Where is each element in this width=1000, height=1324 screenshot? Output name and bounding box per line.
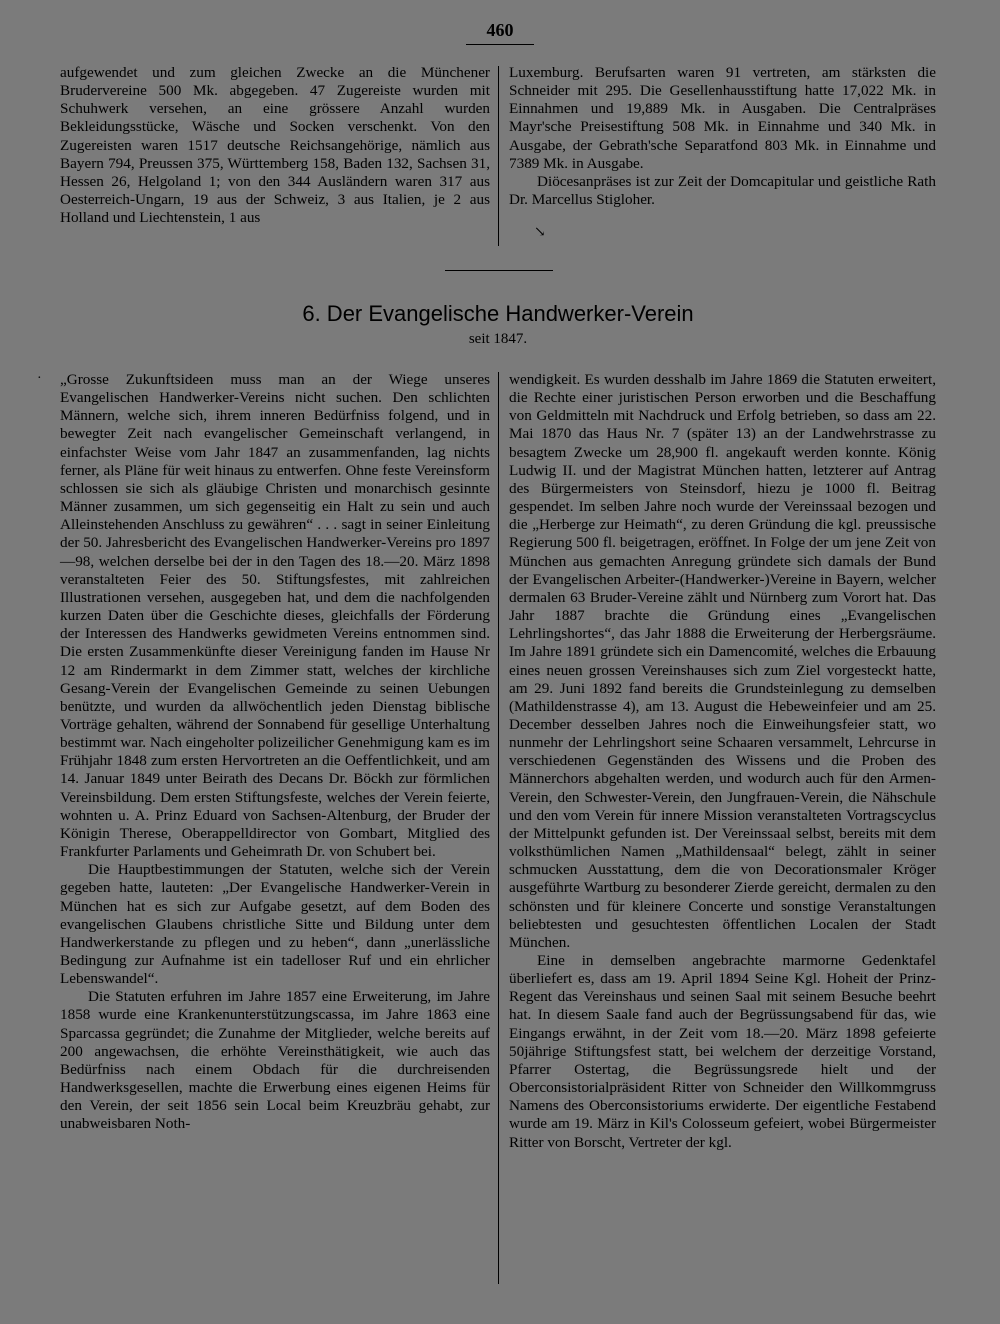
top-right-paragraph-2: Diöcesanpräses ist zur Zeit der Domcapitular und geistliche Rath Dr. Marcellus Stigloher. bbox=[509, 172, 936, 209]
section-separator bbox=[445, 270, 553, 271]
left-paragraph-2: Die Hauptbestimmungen der Statuten, welche sich der Verein gegeben hatte, lauteten: „Der Evangelische Handwerker-Verein in München hat es sich zur Aufgabe gesetzt, auf dem Boden des evangelischen Glaubens christliche Sitte und Bildung unter dem Handwerkerstande zu pflegen und zu heben“, dann „unerlässliche Bedingung zur Aufnahme ist ein tadelloser Ruf und ein ehrlicher Lebenswandel“. bbox=[60, 861, 490, 988]
left-paragraph-1: „Grosse Zukunftsideen muss man an der Wiege unseres Evangelischen Handwerker-Vereins nicht suchen. Den schlichten Männern, welche sich, ihrem inneren Bedürfniss folgend, und in bewegter Zeit nach evangelischer Gemeinschaft verlangend, in einfachster Weise vom Jahr 1847 an zusammenfanden, lag nichts ferner, als Pläne für weit hinaus zu entwerfen. Ohne feste Vereinsform schlossen sie sich als gläubige Christen und monarchisch gesinnte Männer zusammen, um sich gegenseitig ein Halt zu sein und auch Alleinstehenden Anschluss zu gewähren“ . . . sagt in seiner Einleitung der 50. Jahresbericht des Evangelischen Handwerker-Vereins pro 1897—98, welchen derselbe bei der in den Tagen des 18.—20. März 1898 veranstalteten Feier des 50. Stiftungsfestes, mit zahlreichen Illustrationen versehen, ausgegeben hat, und dem die nachfolgenden kurzen Daten über die Geschichte dieses, gleichfalls der Förderung der Interessen des Handwerks gewidmeten Vereins entnommen sind. Die ersten Zusammenkünfte dieser Vereinigung fanden im Hause Nr 12 am Rindermarkt in dem Zimmer statt, welches der kirchliche Gesang-Verein der Evangelischen Gemeinde zu seinen Uebungen benützte, und wurden da allwöchentlich jeden Dienstag biblische Vorträge gehalten, während der Sonnabend für gesellige Unterhaltung bestimmt war. Nach eingeholter polizeilicher Genehmigung kam es im Frühjahr 1848 zum ersten Hervortreten an die Oeffentlichkeit, und am 14. Januar 1849 unter Beirath des Decans Dr. Böckh zur förmlichen Vereinsbildung. Dem ersten Stiftungsfeste, welches der Verein feierte, wohnten u. A. Prinz Eduard von Sachsen-Altenburg, der Bruder der Königin Therese, Oberappelldirector von Gombart, Mitglied des Frankfurter Parlaments und Geheimrath Dr. von Schubert bei. bbox=[60, 371, 490, 861]
section-title: 6. Der Evangelische Handwerker-Verein bbox=[302, 301, 694, 326]
stray-mark: ↘ bbox=[534, 225, 546, 240]
right-paragraph-1: wendigkeit. Es wurden desshalb im Jahre 1869 die Statuten erweitert, die Rechte einer juristischen Person erworben und die Beschaffung von Geldmitteln mit Nachdruck und Erfolg betrieben, so dass am 22. Mai 1870 das Haus Nr. 7 (später 13) an der Landwehrstrasse zu besagtem Zwecke um 28,900 fl. angekauft werden konnte. König Ludwig II. und der Magistrat München hatten, letzterer auf Antrag des Bürgermeisters von Steinsdorf, hiezu je 1000 fl. Beitrag gespendet. Im selben Jahre noch wurde der Vereinssaal bezogen und die „Herberge zur Heimath“, zu deren Gründung die kgl. preussische Regierung 500 fl. beigetragen, eröffnet. In Folge der um jene Zeit von München aus gemachten Anregung gründete sich damals der Bund der Evangelischen Arbeiter-(Handwerker-)Vereine in Bayern, welcher dermalen 63 Bruder-Vereine zählt und Nürnberg zum Vorort hat. Das Jahr 1887 brachte die Gründung eines „Evangelischen Lehrlingshortes“, das Jahr 1888 die Erweiterung der Herbergsräume. Im Jahre 1891 gründete sich ein Damencomité, welches die Erbauung eines neuen grossen Vereinshauses sich zum Ziel vorgesteckt hatte, am 29. Juni 1892 fand bereits die Grundsteinlegung zu demselben (Mathildenstrasse 4), am 13. August die Hebeweinfeier und am 25. December desselben Jahres noch die Einweihungsfeier statt, wo nunmehr der Lehrlingshort seine Schaaren versammelt, Lehrcurse in verschiedenen Gegenständen des Wissens und die Proben des Männerchors abgehalten werden, und wodurch auch für den Armen-Verein, den Schwester-Verein, den Jungfrauen-Verein, die Nähschule und den vom Verein für innere Mission veranstalteten Vortragscyclus der Mittelpunkt gefunden ist. Der Vereinssaal selbst, bereits mit dem volksthümlichen Namen „Mathildensaal“ belegt, zählt in seiner schmucken Ausstattung, dem die von Decorationsmaler Kröger ausgeführte Wartburg zu besonderer Zierde gereicht, dermalen zu den schönsten und für kleinere Concerte und sonstige Veranstaltungen beliebtesten und gesuchtesten öffentlichen Localen der Stadt München. bbox=[509, 371, 936, 951]
column-divider-top bbox=[498, 66, 499, 246]
top-right-paragraph-1: Luxemburg. Berufsarten waren 91 vertreten, am stärksten die Schneider mit 295. Die Gesellenhausstiftung hatte 17,022 Mk. in Einnahmen und 19,889 Mk. in Ausgaben. Die Centralpräses Mayr'sche Preisestiftung 508 Mk. in Einnahme und 340 Mk. in Ausgabe, der Gebrath'sche Separatfond 803 Mk. in Einnahme und 7389 Mk. in Ausgabe. bbox=[509, 64, 936, 172]
stray-dot: · bbox=[37, 371, 42, 386]
right-paragraph-2: Eine in demselben angebrachte marmorne Gedenktafel überliefert es, dass am 19. April 1894 Seine Kgl. Hoheit der Prinz-Regent das Vereinshaus und seinen Saal mit seinem Besuche beehrt hat. In diesem Saale fand auch der Begrüssungsabend für das, wie Eingangs erwähnt, in der Zeit vom 18.—20. März 1898 gefeierte 50jährige Stiftungsfest statt, bei welchem der derzeitige Vorstand, Pfarrer Ostertag, die Begrüssungsrede hielt und der Oberconsistorialpräsident Ritter von Schneider den Willkommgruss Namens des Oberconsistoriums erwiderte. Der eigentliche Festabend wurde am 19. März in Kil's Colosseum gefeiert, wobei Bürgermeister Ritter von Borscht, Vertreter der kgl. bbox=[509, 952, 936, 1151]
top-left-paragraph: aufgewendet und zum gleichen Zwecke an die Münchener Brudervereine 500 Mk. abgegeben. 47 Zugereiste wurden mit Schuhwerk versehen, an eine grössere Anzahl wurden Bekleidungsstücke, Wäsche und Socken verschenkt. Von den Zugereisten waren 1517 deutsche Reichsangehörige, nämlich aus Bayern 794, Preussen 375, Württemberg 158, Baden 132, Sachsen 31, Hessen 26, Helgoland 1; von den 344 Ausländern waren 317 aus Oesterreich-Ungarn, 19 aus der Schweiz, 3 aus Italien, je 2 aus Holland und Liechtenstein, 1 aus bbox=[60, 64, 490, 227]
main-right-column bbox=[509, 371, 936, 1152]
top-right-column bbox=[509, 64, 936, 209]
page-number: 460 bbox=[466, 18, 534, 45]
column-divider-main bbox=[498, 372, 499, 1284]
section-subtitle: seit 1847. bbox=[468, 331, 528, 347]
top-left-column bbox=[60, 64, 490, 227]
main-left-column bbox=[60, 371, 490, 1134]
left-paragraph-3: Die Statuten erfuhren im Jahre 1857 eine Erweiterung, im Jahre 1858 wurde eine Krankenunterstützungscassa, im Jahre 1863 eine Sparcassa gegründet; die Zunahme der Mitglieder, welche bereits auf 200 angewachsen, die erhöhte Vereinsthätigkeit, wie auch das Bedürfniss nach einem Obdach für die durchreisenden Handwerksgesellen, machte die Erwerbung eines eigenen Heims für den Verein, der seit 1856 sein Local beim Kreuzbräu gehabt, zur unabweisbaren Noth- bbox=[60, 988, 490, 1133]
